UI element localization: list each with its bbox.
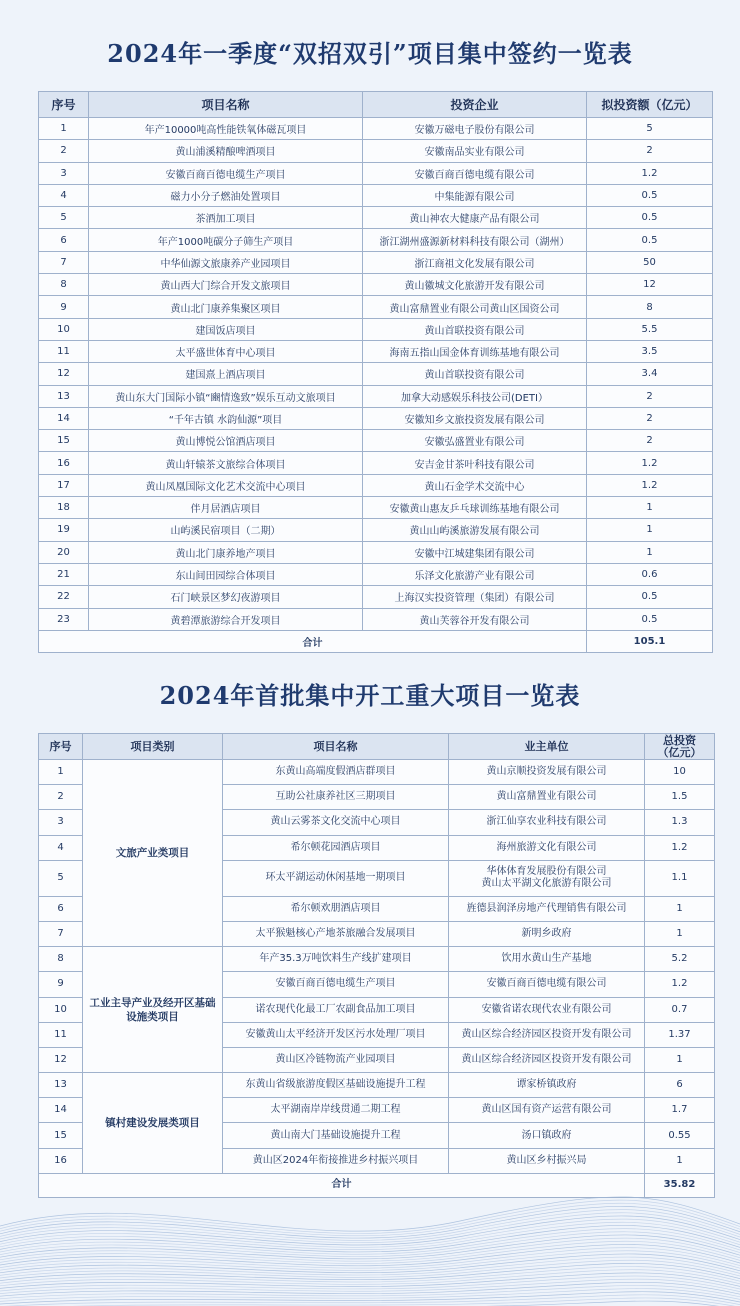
row-index: 13 [39,1073,83,1098]
row-project-name: 伴月居酒店项目 [89,497,363,519]
header-project-name: 项目名称 [223,734,449,760]
row-owner: 黄山富鼎置业有限公司 [449,785,645,810]
row-project-name: 黄山区2024年衔接推进乡村振兴项目 [223,1148,449,1173]
row-amount: 1 [587,541,713,563]
row-investor: 安吉金甘茶叶科技有限公司 [363,452,587,474]
row-amount: 50 [587,251,713,273]
table1-title: 2024年一季度“双招双引”项目集中签约一览表 [107,39,633,68]
total-label: 合计 [39,630,587,652]
row-index: 20 [39,541,89,563]
row-amount: 0.5 [587,608,713,630]
row-amount: 12 [587,274,713,296]
row-project-name: 太平盛世体育中心项目 [89,340,363,362]
row-owner: 安徽省诺农现代农业有限公司 [449,997,645,1022]
row-owner: 黄山京顺投资发展有限公司 [449,760,645,785]
table-row [39,760,715,785]
row-category: 文旅产业类项目 [83,760,223,947]
row-owner: 饮用水黄山生产基地 [449,947,645,972]
table-row [39,452,713,474]
table-row [39,1073,715,1098]
row-investment: 1 [645,896,715,921]
row-index: 18 [39,497,89,519]
row-project-name: 茶酒加工项目 [89,207,363,229]
row-amount: 2 [587,430,713,452]
row-project-name: 黄山轩辕茶文旅综合体项目 [89,452,363,474]
row-investment: 6 [645,1073,715,1098]
row-project-name: 太平湖南岸岸线贯通二期工程 [223,1098,449,1123]
row-investment: 10 [645,760,715,785]
row-index: 12 [39,363,89,385]
row-investor: 上海汉实投资管理（集团）有限公司 [363,586,587,608]
row-amount: 2 [587,140,713,162]
header-index: 序号 [39,734,83,760]
row-investor: 安徽万磁电子股份有限公司 [363,118,587,140]
wave-line [0,1216,740,1245]
signing-projects-table [38,91,713,653]
row-project-name: 黄山南大门基础设施提升工程 [223,1123,449,1148]
row-index: 14 [39,407,89,429]
row-owner: 谭家桥镇政府 [449,1073,645,1098]
table-row [39,947,715,972]
row-investor: 黄山神农大健康产品有限公司 [363,207,587,229]
row-project-name: 中华仙源文旅康养产业园项目 [89,251,363,273]
table-row [39,474,713,496]
row-index: 14 [39,1098,83,1123]
row-category: 工业主导产业及经开区基础设施类项目 [83,947,223,1073]
row-investor: 黄山徽城文化旅游开发有限公司 [363,274,587,296]
header-project-name: 项目名称 [89,92,363,118]
row-project-name: 年产35.3万吨饮料生产线扩建项目 [223,947,449,972]
row-project-name: 磁力小分子燃油处置项目 [89,184,363,206]
row-index: 12 [39,1047,83,1072]
row-index: 13 [39,385,89,407]
row-project-name: 黄山博悦公馆酒店项目 [89,430,363,452]
table-row [39,118,713,140]
table1-header-row [39,92,713,118]
row-investment: 1.7 [645,1098,715,1123]
row-project-name: 黄山西大门综合开发文旅项目 [89,274,363,296]
row-index: 9 [39,296,89,318]
row-index: 2 [39,785,83,810]
row-index: 23 [39,608,89,630]
row-index: 7 [39,251,89,273]
row-amount: 0.5 [587,229,713,251]
wave-decoration [0,1176,740,1306]
row-investment: 1.37 [645,1022,715,1047]
row-investor: 黄山富鼎置业有限公司黄山区国资公司 [363,296,587,318]
row-investment: 1 [645,1148,715,1173]
row-index: 1 [39,760,83,785]
row-project-name: 建国熹上酒店项目 [89,363,363,385]
row-index: 7 [39,921,83,946]
table-row [39,140,713,162]
header-index: 序号 [39,92,89,118]
row-amount: 5.5 [587,318,713,340]
header-total-investment: 总投资 （亿元） [645,734,715,760]
row-investment: 1 [645,1047,715,1072]
table-row [39,274,713,296]
row-project-name: 安徽百商百德电缆生产项目 [223,972,449,997]
row-index: 8 [39,947,83,972]
row-project-name: 东黄山高端度假酒店群项目 [223,760,449,785]
row-investor: 海南五指山国金体育训练基地有限公司 [363,340,587,362]
table-row [39,162,713,184]
table-row [39,407,713,429]
row-index: 15 [39,1123,83,1148]
row-owner: 华体体育发展股份有限公司 黄山太平湖文化旅游有限公司 [449,860,645,896]
row-index: 6 [39,229,89,251]
row-index: 8 [39,274,89,296]
row-owner: 旌德县润泽房地产代理销售有限公司 [449,896,645,921]
header-investor: 投资企业 [363,92,587,118]
row-amount: 8 [587,296,713,318]
row-investor: 黄山石金学术交流中心 [363,474,587,496]
row-project-name: 石门峡景区梦幻夜游项目 [89,586,363,608]
row-project-name: 黄碧潭旅游综合开发项目 [89,608,363,630]
row-investor: 加拿大动感娱乐科技公司(DETI） [363,385,587,407]
row-project-name: 希尔顿欢朋酒店项目 [223,896,449,921]
row-amount: 1 [587,519,713,541]
row-investment: 0.55 [645,1123,715,1148]
table-row [39,608,713,630]
row-investor: 黄山首联投资有限公司 [363,363,587,385]
row-project-name: 诺农现代化最工厂农副食品加工项目 [223,997,449,1022]
row-index: 4 [39,835,83,860]
table2-header-row [39,734,715,760]
row-index: 5 [39,860,83,896]
row-index: 5 [39,207,89,229]
table-row [39,563,713,585]
row-index: 9 [39,972,83,997]
row-investor: 浙江商祖文化发展有限公司 [363,251,587,273]
row-index: 17 [39,474,89,496]
row-owner: 新明乡政府 [449,921,645,946]
row-investment: 1.1 [645,860,715,896]
header-owner: 业主单位 [449,734,645,760]
table-row [39,586,713,608]
total-value: 35.82 [645,1173,715,1197]
row-project-name: 黄山北门康养集聚区项目 [89,296,363,318]
row-investor: 黄山山屿溪旅游发展有限公司 [363,519,587,541]
row-project-name: 东山间田园综合体项目 [89,563,363,585]
row-amount: 1.2 [587,452,713,474]
row-project-name: “千年古镇 水韵仙源”项目 [89,407,363,429]
row-project-name: 黄山北门康养地产项目 [89,541,363,563]
header-category: 项目类别 [83,734,223,760]
row-investor: 安徽知乡文旅投资发展有限公司 [363,407,587,429]
row-amount: 0.5 [587,184,713,206]
row-index: 11 [39,340,89,362]
row-index: 6 [39,896,83,921]
table-row [39,497,713,519]
row-index: 22 [39,586,89,608]
row-index: 2 [39,140,89,162]
row-index: 16 [39,1148,83,1173]
row-project-name: 黄山浦溪精酿啤酒项目 [89,140,363,162]
header-amount: 拟投资额（亿元） [587,92,713,118]
row-project-name: 建国饭店项目 [89,318,363,340]
table-row [39,229,713,251]
row-investment: 1.3 [645,810,715,835]
row-owner: 黄山区综合经济园区投资开发有限公司 [449,1047,645,1072]
row-project-name: 黄山凤凰国际文化艺术交流中心项目 [89,474,363,496]
row-owner: 黄山区乡村振兴局 [449,1148,645,1173]
table-row [39,363,713,385]
row-project-name: 年产10000吨高性能铁氧体磁瓦项目 [89,118,363,140]
row-project-name: 东黄山省级旅游度假区基础设施提升工程 [223,1073,449,1098]
row-investment: 1.2 [645,972,715,997]
row-index: 3 [39,162,89,184]
row-owner: 海州旅游文化有限公司 [449,835,645,860]
row-owner: 浙江仙享农业科技有限公司 [449,810,645,835]
table2-title: 2024年首批集中开工重大项目一览表 [159,681,581,710]
table-row [39,430,713,452]
row-project-name: 太平猴魁核心产地茶旅融合发展项目 [223,921,449,946]
row-investor: 安徽南品实业有限公司 [363,140,587,162]
row-project-name: 希尔顿花园酒店项目 [223,835,449,860]
row-investor: 黄山芙蓉谷开发有限公司 [363,608,587,630]
table-row [39,340,713,362]
row-project-name: 山屿溪民宿项目（二期） [89,519,363,541]
row-project-name: 黄山区冷链物流产业园项目 [223,1047,449,1072]
row-index: 16 [39,452,89,474]
table-row [39,207,713,229]
row-project-name: 安徽黄山太平经济开发区污水处理厂项目 [223,1022,449,1047]
row-amount: 5 [587,118,713,140]
row-investor: 黄山首联投资有限公司 [363,318,587,340]
total-row [39,630,713,652]
table-row [39,251,713,273]
row-project-name: 环太平湖运动休闲基地一期项目 [223,860,449,896]
table-row [39,318,713,340]
row-owner: 黄山区综合经济园区投资开发有限公司 [449,1022,645,1047]
table-row [39,519,713,541]
row-project-name: 黄山东大门国际小镇“豳情逸致”娱乐互动文旅项目 [89,385,363,407]
row-category: 镇村建设发展类项目 [83,1073,223,1174]
row-investor: 安徽中江城建集团有限公司 [363,541,587,563]
row-investor: 乐泽文化旅游产业有限公司 [363,563,587,585]
row-investment: 1 [645,921,715,946]
row-amount: 2 [587,385,713,407]
row-amount: 0.5 [587,207,713,229]
row-investor: 中集能源有限公司 [363,184,587,206]
wave-line [0,1197,740,1231]
row-project-name: 黄山云雾茶文化交流中心项目 [223,810,449,835]
row-amount: 2 [587,407,713,429]
row-index: 4 [39,184,89,206]
row-index: 10 [39,997,83,1022]
row-amount: 1 [587,497,713,519]
table-row [39,541,713,563]
row-investment: 1.5 [645,785,715,810]
row-index: 21 [39,563,89,585]
row-index: 19 [39,519,89,541]
total-value: 105.1 [587,630,713,652]
row-index: 11 [39,1022,83,1047]
row-index: 3 [39,810,83,835]
table-row [39,296,713,318]
row-owner: 黄山区国有资产运营有限公司 [449,1098,645,1123]
row-project-name: 互助公社康养社区三期项目 [223,785,449,810]
row-investment: 0.7 [645,997,715,1022]
row-amount: 0.5 [587,586,713,608]
row-index: 10 [39,318,89,340]
row-amount: 3.4 [587,363,713,385]
row-investment: 5.2 [645,947,715,972]
row-amount: 1.2 [587,162,713,184]
row-amount: 0.6 [587,563,713,585]
table-row [39,385,713,407]
row-owner: 安徽百商百德电缆有限公司 [449,972,645,997]
row-amount: 3.5 [587,340,713,362]
row-project-name: 年产1000吨碳分子筛生产项目 [89,229,363,251]
row-owner: 汤口镇政府 [449,1123,645,1148]
wave-line [0,1298,740,1306]
table-row [39,184,713,206]
row-index: 15 [39,430,89,452]
row-amount: 1.2 [587,474,713,496]
row-investor: 安徽百商百德电缆有限公司 [363,162,587,184]
row-investor: 浙江湖州盛源新材料科技有限公司（湖州） [363,229,587,251]
total-label: 合计 [39,1173,645,1197]
row-project-name: 安徽百商百德电缆生产项目 [89,162,363,184]
construction-projects-table [38,733,715,1198]
row-investor: 安徽黄山惠友乒乓球训练基地有限公司 [363,497,587,519]
row-investor: 安徽弘盛置业有限公司 [363,430,587,452]
wave-line [0,1270,740,1286]
row-investment: 1.2 [645,835,715,860]
row-index: 1 [39,118,89,140]
